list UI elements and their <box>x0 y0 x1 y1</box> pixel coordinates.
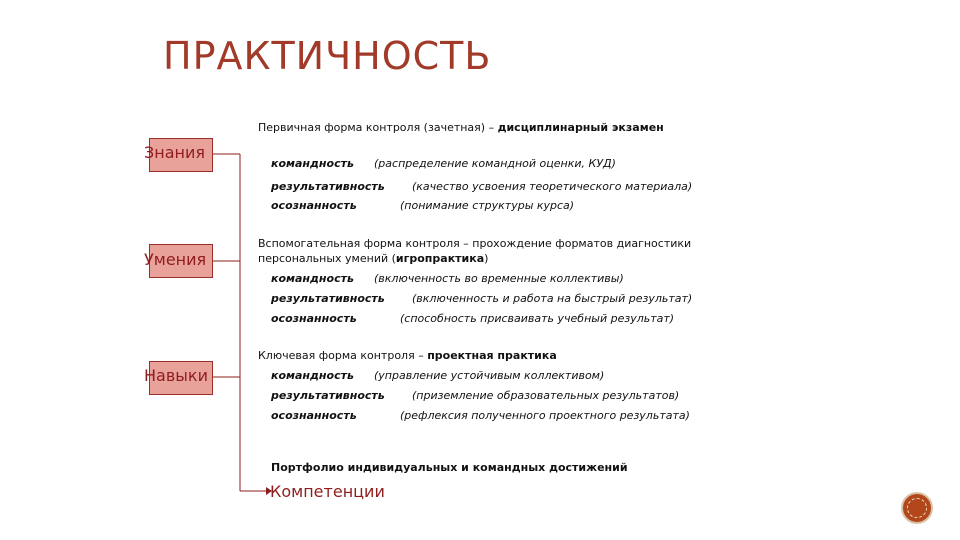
competence-label: Компетенции <box>270 482 385 501</box>
box-label-umeniya: Умения <box>144 250 207 269</box>
section-3-item-1: командность (управление устойчивым коллективом) <box>271 369 605 382</box>
ornament-inner-icon <box>907 498 927 518</box>
section-3-item-2: результативность (приземление образовательных результатов) <box>271 389 680 402</box>
section-3-heading: Ключевая форма контроля – проектная практика <box>258 349 557 362</box>
slide-title: ПРАКТИЧНОСТЬ <box>163 34 492 78</box>
ornament-circle-icon <box>901 492 933 524</box>
section-1-item-1: командность (распределение командной оценки, КУД) <box>271 157 616 170</box>
section-2-heading-line-1: Вспомогательная форма контроля – прохождение форматов диагностики <box>258 237 692 250</box>
section-2-heading-line-2: персональных умений (игропрактика) <box>258 252 489 265</box>
section-2-item-1: командность (включенность во временные коллективы) <box>271 272 624 285</box>
section-2-item-3: осознанность (способность присваивать учебный результат) <box>271 312 675 325</box>
section-1-heading: Первичная форма контроля (зачетная) – дисциплинарный экзамен <box>258 121 664 134</box>
section-3-item-3: осознанность (рефлексия полученного проектного результата) <box>271 409 690 422</box>
portfolio-text: Портфолио индивидуальных и командных достижений <box>271 461 628 474</box>
section-2-item-2: результативность (включенность и работа на быстрый результат) <box>271 292 693 305</box>
box-label-navyki: Навыки <box>144 366 208 385</box>
box-label-znaniya: Знания <box>144 143 206 162</box>
section-1-item-3: осознанность (понимание структуры курса) <box>271 199 575 212</box>
section-1-item-2: результативность (качество усвоения теоретического материала) <box>271 180 693 193</box>
